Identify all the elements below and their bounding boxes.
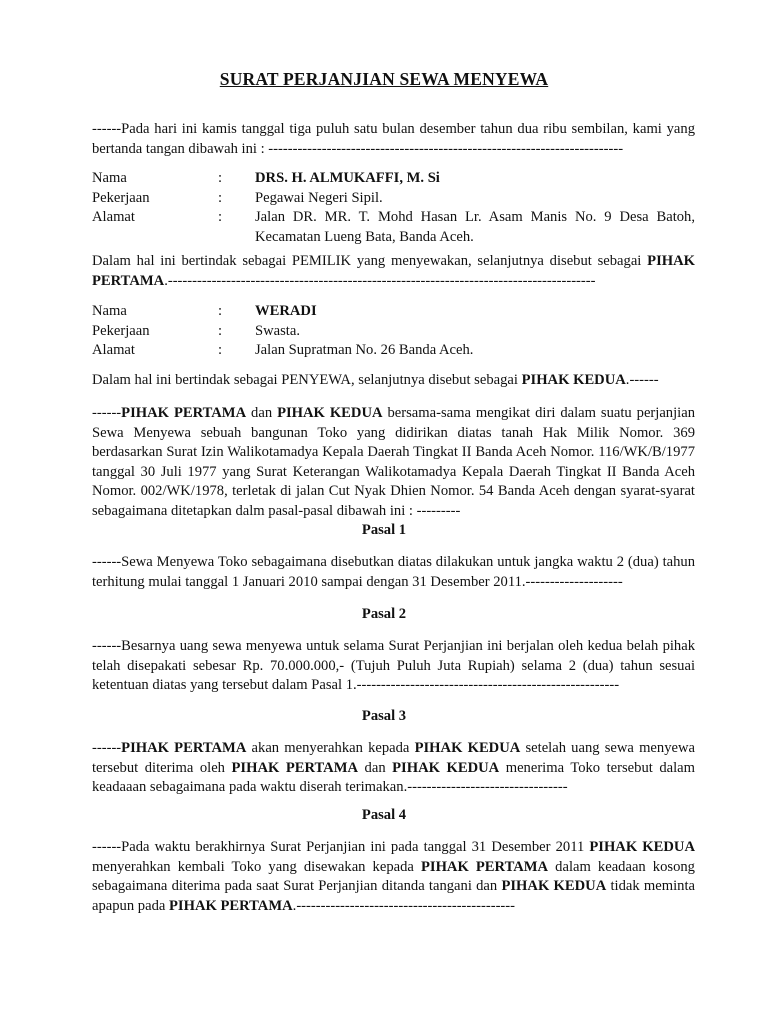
party2-name-row xyxy=(92,302,695,322)
colon: : xyxy=(218,303,223,319)
pasal4-text-2: menyerahkan kembali Toko yang disewakan kepada xyxy=(92,858,421,875)
colon: : xyxy=(218,209,223,225)
agreement-text: bersama-sama mengikat diri dalam suatu perjanjian Sewa Menyewa sebuah bangunan Toko yang didirikan diatas tanah Hak Milik Nomor. 369 berdasarkan Surat Izin Walikotamadya Kepala Daerah Tingkat II Banda Aceh Nomor. 116/WK/B/1977 tanggal 30 Juli 1977 yang Surat Keterangan Walikotamadya Kepala Daerah Tingkat II Banda Aceh Nomor. 002/WK/1978, terletak di jalan Cut Nyak Dhien Nomor. 54 Banda Aceh dengan syarat-syarat sebagaimana ditetapkan dalm pasal-pasal dibawah ini : --------- xyxy=(92,405,695,519)
colon: : xyxy=(218,189,223,206)
party2-address: Jalan Supratman No. 26 Banda Aceh. xyxy=(255,342,474,358)
party1-address-label: Alamat xyxy=(92,209,135,225)
agreement-lead: ------ xyxy=(92,405,122,421)
pasal4-text-3: dalam keadaan kosong sebagaimana diterima pada saat Surat Perjanjian ditanda tangani dan xyxy=(92,858,695,894)
pasal2-paragraph xyxy=(92,637,695,696)
intro-paragraph xyxy=(92,120,695,160)
party1-job-row xyxy=(92,189,695,209)
pasal2-text: ------Besarnya uang sewa menyewa untuk selama Surat Perjanjian ini berjalan oleh kedua belah pihak telah disepakati sebesar Rp. 70.000.000,- (Tujuh Puluh Juta Rupiah) selama 2 (dua) tahun sesuai ketentuan diatas yang tersebut dalam Pasal 1.------------------------------------------------------ xyxy=(92,638,695,693)
party2-role-text: Dalam hal ini bertindak sebagai PENYEWA, selanjutnya disebut sebagai xyxy=(92,372,518,388)
party2-role-paragraph xyxy=(92,371,695,391)
party1-job: Pegawai Negeri Sipil. xyxy=(255,189,383,206)
party1-fields xyxy=(92,169,695,247)
party2-address-label: Alamat xyxy=(92,342,135,358)
party-second-label: PIHAK KEDUA xyxy=(392,759,500,776)
agreement-conj: dan xyxy=(246,405,278,421)
intro-text: ------Pada hari ini kamis tanggal tiga puluh satu bulan desember tahun dua ribu sembilan, kami yang bertanda tangan dibawah ini : xyxy=(92,121,695,157)
pasal1-heading: Pasal 1 xyxy=(361,522,407,538)
party1-address: Jalan DR. MR. T. Mohd Hasan Lr. Asam Manis No. 9 Desa Batoh, Kecamatan Lueng Bata, Banda Aceh. xyxy=(255,209,695,245)
colon: : xyxy=(218,322,223,339)
pasal4-text-4: tidak meminta apapun pada xyxy=(92,878,695,914)
pasal3-paragraph xyxy=(92,739,695,798)
party-first-label: PIHAK PERTAMA xyxy=(231,759,359,776)
party2-role-tail: .------ xyxy=(625,372,659,388)
party-second-label: PIHAK KEDUA xyxy=(277,405,383,421)
pasal3-heading: Pasal 3 xyxy=(361,708,407,724)
pasal3-text-1: akan menyerahkan kepada xyxy=(246,740,415,756)
party-first-label: PIHAK PERTAMA xyxy=(169,897,293,914)
party2-name-label: Nama xyxy=(92,303,127,319)
party-first-label: PIHAK PERTAMA xyxy=(121,405,247,421)
party1-address-row xyxy=(92,208,695,247)
colon: : xyxy=(218,342,223,358)
party1-name-row xyxy=(92,169,695,189)
party2-name: WERADI xyxy=(255,303,317,319)
party1-role-text: Dalam hal ini bertindak sebagai PEMILIK yang menyewakan, selanjutnya disebut sebagai xyxy=(92,253,642,269)
party-first-label: PIHAK PERTAMA xyxy=(121,740,247,756)
party-second-label: PIHAK KEDUA xyxy=(589,839,695,855)
pasal3-text-3: dan xyxy=(358,759,393,776)
party-second-label: PIHAK KEDUA xyxy=(501,878,607,894)
pasal4-heading: Pasal 4 xyxy=(361,807,407,823)
party2-address-row xyxy=(92,341,695,361)
pasal4-text-5: .--------------------------------------------- xyxy=(292,897,516,914)
colon: : xyxy=(218,170,223,186)
party2-job: Swasta. xyxy=(255,322,300,339)
party1-name-label: Nama xyxy=(92,170,127,186)
party-first-label: PIHAK PERTAMA xyxy=(420,858,549,875)
party1-role-label: PIHAK PERTAMA xyxy=(92,253,695,289)
pasal3-text-2: setelah uang sewa menyewa tersebut diterima oleh xyxy=(92,740,695,776)
pasal3-text-4: menerima Toko tersebut dalam keadaaan sebagaimana pada waktu diserah terimakan.--------------------------------- xyxy=(92,759,695,795)
party1-name: DRS. H. ALMUKAFFI, M. Si xyxy=(255,170,440,186)
pasal2-heading: Pasal 2 xyxy=(361,606,407,622)
document-title: SURAT PERJANJIAN SEWA MENYEWA xyxy=(219,69,549,89)
pasal4-paragraph xyxy=(92,838,695,917)
agreement-paragraph xyxy=(92,404,695,522)
party-second-label: PIHAK KEDUA xyxy=(414,740,521,756)
party2-job-label: Pekerjaan xyxy=(92,322,150,339)
party2-role-label: PIHAK KEDUA xyxy=(521,372,626,388)
party1-job-label: Pekerjaan xyxy=(92,189,150,206)
party1-role-tail: .---------------------------------------------------------------------------------------- xyxy=(164,272,596,289)
intro-dashes: ------------------------------------------------------------------------- xyxy=(264,140,624,157)
party2-job-row xyxy=(92,322,695,342)
party2-fields xyxy=(92,302,695,361)
pasal3-lead: ------ xyxy=(92,740,122,756)
party1-role-paragraph xyxy=(92,252,695,292)
pasal4-text-1: ------Pada waktu berakhirnya Surat Perjanjian ini pada tanggal 31 Desember 2011 xyxy=(92,839,590,855)
pasal1-text: ------Sewa Menyewa Toko sebagaimana disebutkan diatas dilakukan untuk jangka waktu 2 (dua) tahun terhitung mulai tanggal 1 Januari 2010 sampai dengan 31 Desember 2011.-------------------- xyxy=(92,554,695,590)
pasal1-paragraph xyxy=(92,553,695,593)
